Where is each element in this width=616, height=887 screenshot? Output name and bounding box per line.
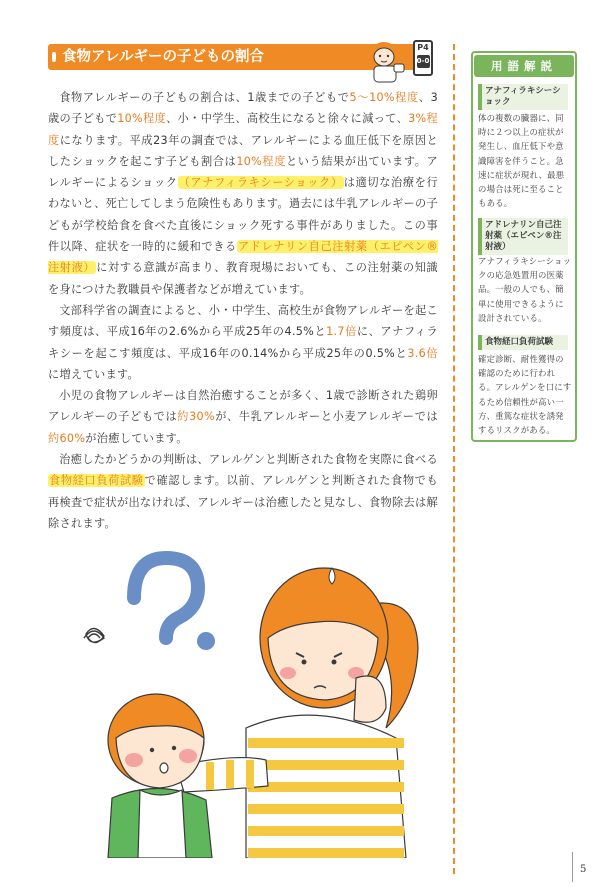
scribble-icon bbox=[84, 628, 104, 642]
body-text-segment: で確認します。以前、アレルゲンと判断された食物でも再検査で症状が出なければ、アレルギーは治癒したと見なし、食物除去は解除されます。 bbox=[48, 474, 438, 530]
page-reference-tag bbox=[413, 40, 433, 76]
body-text-segment: 食物アレルギーの子どもの割合は、1歳までの子どもで bbox=[59, 91, 350, 104]
emphasis-text: 1.7倍 bbox=[326, 325, 357, 339]
emphasis-text: 約60% bbox=[48, 431, 86, 445]
body-text-segment: は適切な治療を行わないと、死亡してしまう危険性もあります。過去には牛乳アレルギーの子どもが学校給食を食べた直後にショック死する事件がありました。この事件以降、症状を一時的に緩和できる bbox=[48, 176, 438, 254]
body-text-segment: に、アナフィラキシーを起こす頻度は、平成16年の0.14%から平成25年の0.5%と bbox=[48, 325, 438, 360]
title-bar-decoration bbox=[52, 52, 56, 62]
glossary-term-title: アドレナリン自己注射薬（エピペン®注射液） bbox=[478, 218, 568, 255]
body-text bbox=[48, 87, 438, 534]
body-text-segment: に増えています。 bbox=[48, 367, 140, 381]
mascot-illustration bbox=[360, 38, 412, 84]
glossary-term-desc: 体の複数の臓器に、同時に２つ以上の症状が発生し、血圧低下や意識障害を伴うこと。急速に症状が現れ、最悪の場合は死に至ることもある。 bbox=[478, 113, 565, 209]
glossary-term-title: アナフィラキシーショック bbox=[478, 84, 568, 110]
body-paragraph bbox=[48, 385, 438, 449]
body-text-segment: 小児の食物アレルギーは自然治癒することが多く、1歳で診断された鶏卵アレルギーの子どもでは bbox=[48, 389, 438, 424]
mother-and-child-illustration bbox=[56, 528, 436, 858]
body-paragraph bbox=[48, 87, 438, 300]
emphasis-text: 10%程度 bbox=[117, 112, 167, 126]
emphasis-text: 10%程度 bbox=[236, 154, 286, 168]
page-number: 5 bbox=[580, 864, 587, 875]
emphasis-text: 5～10%程度 bbox=[349, 91, 419, 104]
glossary-term-desc: 確定診断、耐性獲得の確認のために行われる。アレルゲンを口にするため信頼性が高い一方、重篤な症状を誘発するリスクがある。 bbox=[478, 354, 572, 436]
emphasis-text: 3%程度 bbox=[48, 112, 438, 147]
column-divider bbox=[453, 44, 455, 874]
body-text-segment: という結果が出ています。アレルギーによるショック bbox=[48, 154, 438, 190]
body-text-segment: 文部科学省の調査によると、小・中学生、高校生が食物アレルギーを起こす頻度は、平成16年の2.6%から平成25年の4.5%と bbox=[48, 303, 438, 339]
highlighted-term: （アナフィラキシーショック） bbox=[178, 176, 343, 190]
highlighted-term: アドレナリン自己注射薬（エピペン®注射液） bbox=[48, 240, 438, 275]
glossary-header: 用語解説 bbox=[474, 55, 574, 77]
body-text-segment: 治癒したかどうかの判断は、アレルゲンと判断された食物を実際に食べる bbox=[59, 453, 438, 467]
highlighted-term: 食物経口負荷試験 bbox=[49, 474, 144, 488]
question-mark-icon bbox=[134, 558, 215, 650]
section-title: 食物アレルギーの子どもの割合 bbox=[62, 49, 265, 65]
page-number-rule bbox=[572, 852, 573, 882]
page-reference-number: 0-0 bbox=[417, 55, 430, 68]
body-text-segment: に対する意識が高まり、教育現場においても、この注射薬の知識を身につけた教職員や保護者などが増えています。 bbox=[48, 261, 439, 296]
body-text-segment: 、小・中学生、高校生になると徐々に減って、 bbox=[166, 112, 409, 126]
page-reference-label: P4 bbox=[417, 43, 429, 52]
body-text-segment: になります。平成23年の調査では、アレルギーによる血圧低下を原因としたショックを起こす子ども割合は bbox=[48, 133, 438, 168]
emphasis-text: 約30% bbox=[177, 410, 215, 424]
glossary-term-title: 食物経口負荷試験 bbox=[478, 335, 568, 350]
glossary-term-desc: アナフィラキシーショックの応急処置用の医薬品。一般の人でも、簡単に使用できるように設計されている。 bbox=[478, 256, 572, 323]
body-paragraph bbox=[48, 300, 438, 385]
body-text-segment: 、3歳の子どもで bbox=[48, 91, 438, 126]
body-paragraph bbox=[48, 449, 438, 534]
body-text-segment: が、牛乳アレルギーと小麦アレルギーでは bbox=[214, 410, 438, 424]
body-text-segment: が治癒しています。 bbox=[85, 431, 188, 445]
emphasis-text: 3.6倍 bbox=[407, 346, 438, 360]
